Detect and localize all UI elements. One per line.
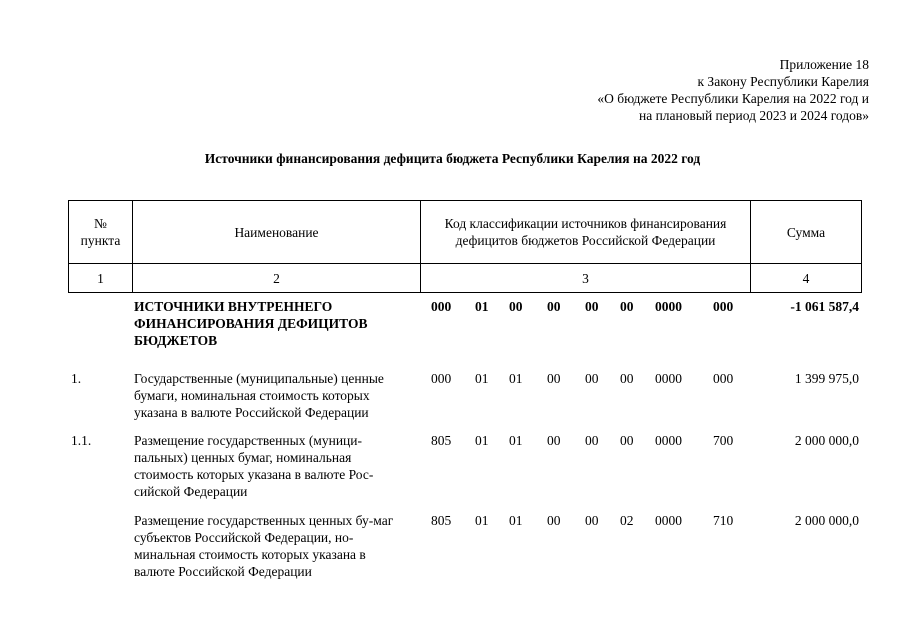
code-part: 01 — [475, 371, 489, 386]
appendix-line: на плановый период 2023 и 2024 годов» — [638, 108, 869, 123]
code-part: 0000 — [655, 371, 682, 386]
row-number: 1.1. — [71, 433, 92, 448]
table-row — [0, 512, 905, 592]
code-part: 00 — [547, 371, 561, 386]
row-name: ИСТОЧНИКИ ВНУТРЕННЕГО ФИНАНСИРОВАНИЯ ДЕФИЦИТОВ БЮДЖЕТОВ — [134, 299, 368, 348]
code-part: 700 — [713, 433, 734, 448]
table-body — [0, 298, 905, 592]
row-sum: -1 061 587,4 — [790, 299, 859, 314]
row-number: 1. — [71, 371, 82, 386]
code-part: 000 — [713, 371, 734, 386]
code-part: 0000 — [655, 299, 682, 314]
appendix-header — [597, 56, 869, 124]
row-name: Государственные (муниципальные) ценные бумаги, номинальная стоимость которых указана в валюте Российской Федерации — [134, 371, 384, 420]
code-part: 00 — [547, 299, 561, 314]
table-row — [0, 432, 905, 512]
table-row — [0, 370, 905, 432]
appendix-line: Приложение 18 — [779, 57, 869, 72]
row-sum: 1 399 975,0 — [794, 371, 859, 386]
row-name: Размещение государственных (муници-пальных) ценных бумаг, номинальная стоимость которых указана в валюте Рос-сийской Федерации — [134, 433, 374, 499]
row-sum: 2 000 000,0 — [794, 433, 859, 448]
table-row — [0, 298, 905, 370]
header-cell-num — [69, 201, 133, 264]
header-cell-code — [421, 201, 751, 264]
code-part: 01 — [509, 513, 523, 528]
code-part: 01 — [475, 299, 489, 314]
code-part: 00 — [620, 433, 634, 448]
header-code-label: Код классификации источников финансирования дефицитов бюджетов Российской Федерации — [444, 216, 727, 248]
code-part: 00 — [585, 299, 599, 314]
code-part: 00 — [585, 513, 599, 528]
header-num-label: № пункта — [80, 216, 121, 248]
row-name: Размещение государственных ценных бу-маг субъектов Российской Федерации, но-минальная стоимость которых указана в валюте Российской Федерации — [134, 513, 394, 579]
row-sum: 2 000 000,0 — [794, 513, 859, 528]
header-cell-name: Наименование — [133, 201, 421, 264]
code-part: 000 — [431, 299, 452, 314]
table-header — [68, 200, 862, 293]
code-part: 710 — [713, 513, 734, 528]
code-part: 00 — [620, 371, 634, 386]
appendix-line: к Закону Республики Карелия — [697, 74, 869, 89]
document-title: Источники финансирования дефицита бюджета Республики Карелия на 2022 год — [204, 151, 701, 166]
header-index-4: 4 — [751, 264, 862, 293]
code-part: 01 — [509, 433, 523, 448]
code-part: 0000 — [655, 433, 682, 448]
header-index-2: 2 — [133, 264, 421, 293]
code-part: 02 — [620, 513, 634, 528]
header-cell-sum: Сумма — [751, 201, 862, 264]
code-part: 00 — [585, 371, 599, 386]
appendix-line: «О бюджете Республики Карелия на 2022 год и — [597, 91, 869, 106]
code-part: 01 — [475, 513, 489, 528]
code-part: 01 — [509, 371, 523, 386]
code-part: 000 — [713, 299, 734, 314]
code-part: 00 — [547, 433, 561, 448]
header-index-3: 3 — [421, 264, 751, 293]
code-part: 00 — [547, 513, 561, 528]
code-part: 0000 — [655, 513, 682, 528]
code-part: 805 — [431, 513, 452, 528]
code-part: 01 — [475, 433, 489, 448]
header-index-1: 1 — [69, 264, 133, 293]
code-part: 00 — [585, 433, 599, 448]
code-part: 805 — [431, 433, 452, 448]
code-part: 00 — [620, 299, 634, 314]
code-part: 000 — [431, 371, 452, 386]
code-part: 00 — [509, 299, 523, 314]
